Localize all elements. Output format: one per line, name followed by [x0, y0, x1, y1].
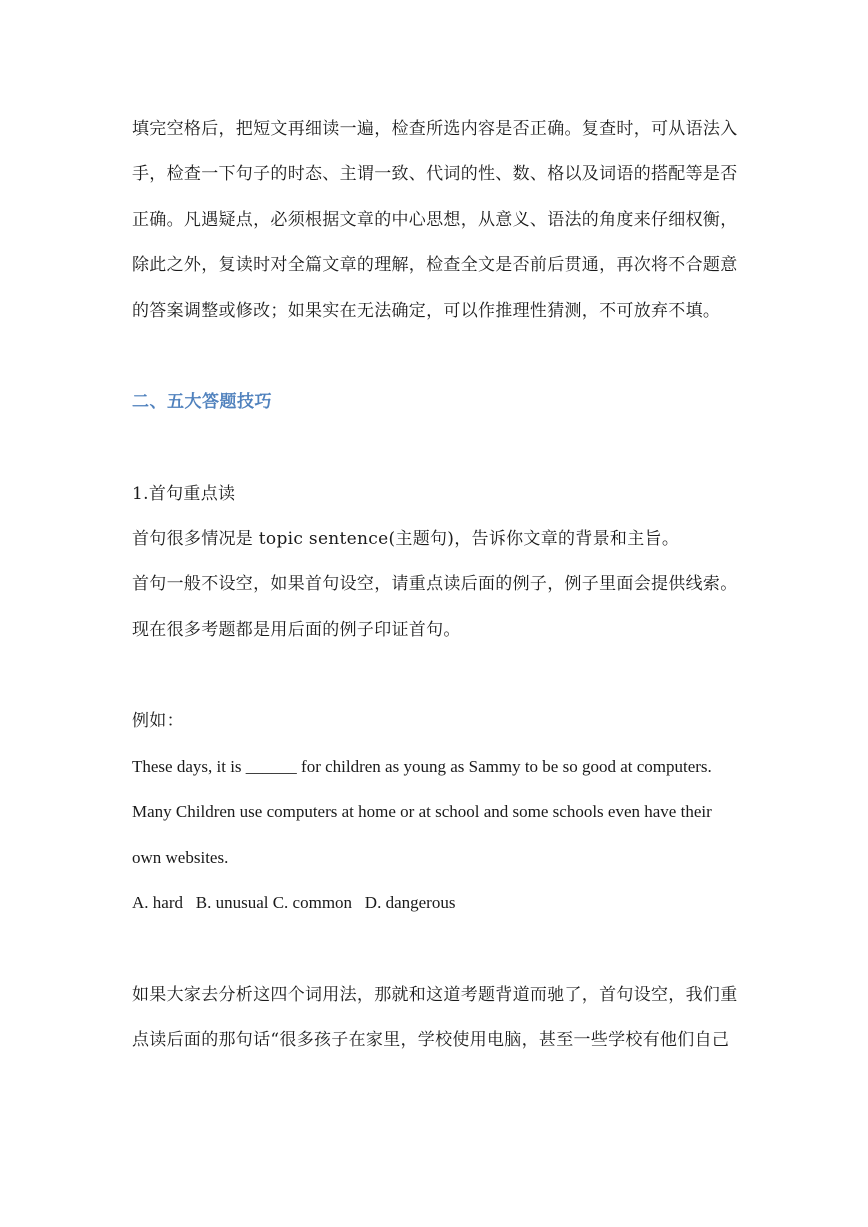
example-sentence-line-1: These days, it is ______ for children as young as Sammy to be so good at computers. — [132, 757, 712, 776]
section-heading: 二、五大答题技巧 — [132, 392, 272, 412]
tip1-line-1: 首句很多情况是 topic sentence(主题句)，告诉你文章的背景和主旨。 — [132, 529, 680, 549]
intro-line-3: 正确。凡遇疑点，必须根据文章的中心思想，从意义、语法的角度来仔细权衡， — [132, 210, 738, 230]
tip1-title: 1.首句重点读 — [132, 484, 236, 504]
analysis-line-1: 如果大家去分析这四个词用法，那就和这道考题背道而驰了，首句设空，我们重 — [132, 985, 738, 1005]
intro-line-1: 填完空格后，把短文再细读一遍，检查所选内容是否正确。复查时，可从语法入 — [132, 119, 738, 139]
tip1-line-2: 首句一般不设空，如果首句设空，请重点读后面的例子，例子里面会提供线索。 — [132, 574, 738, 594]
tip1-line-3: 现在很多考题都是用后面的例子印证首句。 — [132, 620, 461, 640]
example-label: 例如： — [132, 711, 184, 731]
intro-line-5: 的答案调整或修改；如果实在无法确定，可以作推理性猜测，不可放弃不填。 — [132, 301, 721, 321]
intro-line-4: 除此之外，复读时对全篇文章的理解，检查全文是否前后贯通，再次将不合题意 — [132, 255, 738, 275]
analysis-line-2: 点读后面的那句话“很多孩子在家里，学校使用电脑，甚至一些学校有他们自己 — [132, 1030, 730, 1050]
intro-line-2: 手，检查一下句子的时态、主谓一致、代词的性、数、格以及词语的搭配等是否 — [132, 164, 738, 184]
example-sentence-line-2: Many Children use computers at home or at school and some schools even have their — [132, 802, 712, 821]
example-options: A. hard B. unusual C. common D. dangerous — [132, 893, 456, 912]
example-sentence-line-3: own websites. — [132, 848, 229, 867]
